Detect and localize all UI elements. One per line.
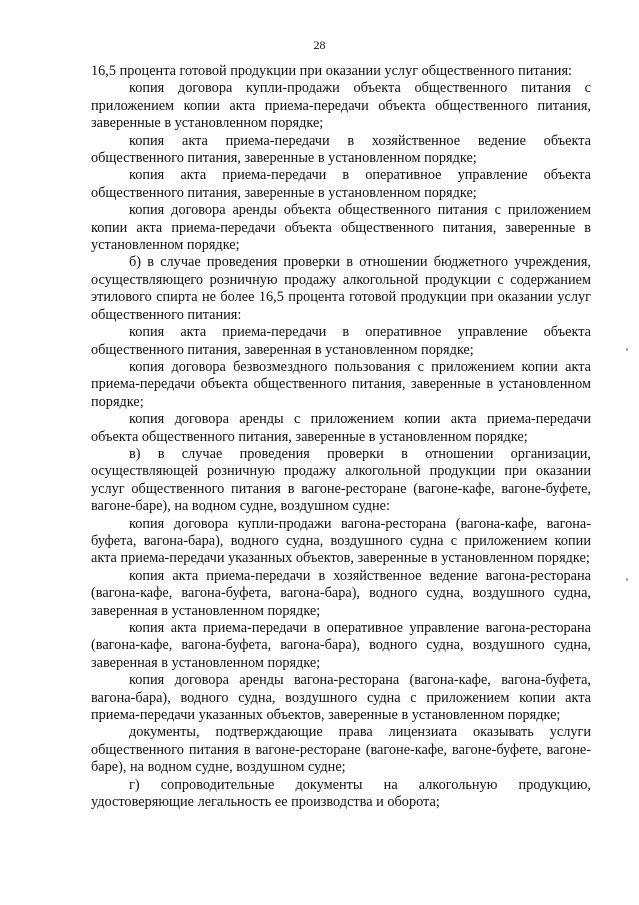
paragraph-continuation: 16,5 процента готовой продукции при оказании услуг общественного питания: <box>91 63 572 79</box>
paragraph: копия договора аренды объекта общественного питания с приложением копии акта приема-передачи объекта общественного питания, заверенные в установленном порядке; <box>91 202 591 254</box>
paragraph: копия договора аренды с приложением копии акта приема-передачи объекта общественного питания, заверенные в установленном порядке; <box>91 411 591 445</box>
document-body <box>91 63 591 811</box>
paragraph: копия договора купли-продажи вагона-ресторана (вагона-кафе, вагона-буфета, вагона-бара), водного судна, воздушного судна с приложением копии акта приема-передачи указанных объектов, заверенные в установленном порядке; <box>91 515 591 567</box>
paragraph: копия акта приема-передачи в оперативное управление объекта общественного питания, заверенные в установленном порядке; <box>91 167 591 201</box>
paragraph-item-v: в) в случае проведения проверки в отношении организации, осуществляющей розничную продажу алкогольной продукции при оказании услуг общественного питания в вагоне-ресторане (вагоне-кафе, вагоне-буфете, вагоне-баре), на водном судне, воздушном судне: <box>91 445 591 515</box>
paragraph-item-g: г) сопроводительные документы на алкогольную продукцию, удостоверяющие легальность ее производства и оборота; <box>91 776 591 811</box>
paragraph: копия акта приема-передачи в хозяйственное ведение вагона-ресторана (вагона-кафе, вагона-буфета, вагона-бара), водного судна, воздушного судна, заверенная в установленном порядке; <box>91 567 591 619</box>
page-number: 28 <box>313 38 326 52</box>
paragraph: копия договора безвозмездного пользования с приложением копии акта приема-передачи объекта общественного питания, заверенные в установленном порядке; <box>91 358 591 410</box>
scan-speck <box>626 348 628 351</box>
paragraph: копия акта приема-передачи в оперативное управление вагона-ресторана (вагона-кафе, вагона-буфета, вагона-бара), водного судна, воздушного судна, заверенная в установленном порядке; <box>91 620 591 671</box>
paragraph: копия договора купли-продажи объекта общественного питания с приложением копии акта приема-передачи объекта общественного питания, заверенные в установленном порядке; <box>91 80 591 132</box>
paragraph: копия договора аренды вагона-ресторана (вагона-кафе, вагона-буфета, вагона-бара), водного судна, воздушного судна с приложением копии акта приема-передачи указанных объектов, заверенные в установленном порядке; <box>91 672 591 724</box>
paragraph: документы, подтверждающие права лицензиата оказывать услуги общественного питания в вагоне-ресторане (вагоне-кафе, вагоне-буфете, вагоне-баре), на водном судне, воздушном судне; <box>91 724 591 776</box>
paragraph: копия акта приема-передачи в оперативное управление объекта общественного питания, заверенная в установленном порядке; <box>91 324 591 358</box>
paragraph-item-b: б) в случае проведения проверки в отношении бюджетного учреждения, осуществляющего розничную продажу алкогольной продукции с содержанием этилового спирта не более 16,5 процента готовой продукции при оказании услуг общественного питания: <box>91 254 591 323</box>
paragraph: копия акта приема-передачи в хозяйственное ведение объекта общественного питания, заверенные в установленном порядке; <box>91 132 591 167</box>
scan-speck <box>626 578 628 581</box>
